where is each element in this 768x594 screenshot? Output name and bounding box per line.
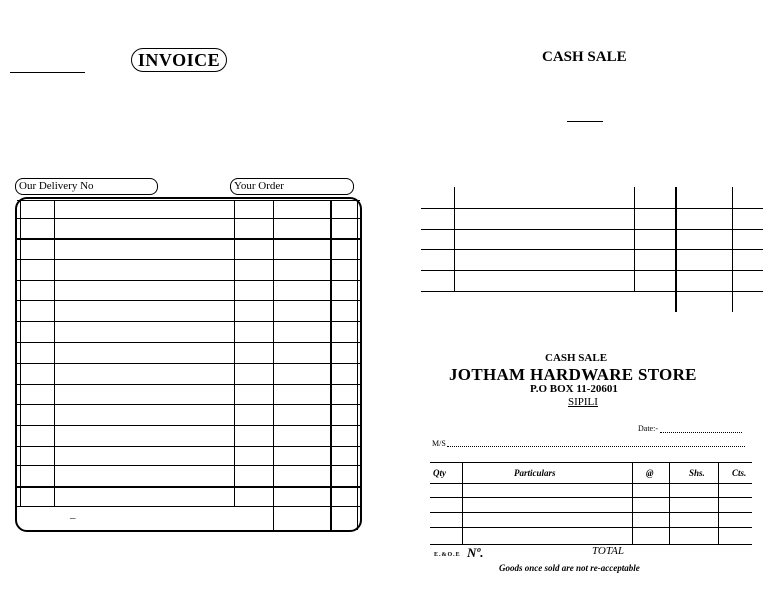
col-qty: Qty: [433, 468, 446, 478]
cash-sale-row-line: [421, 208, 763, 209]
invoice-row-line: [17, 342, 360, 343]
invoice-row-line: [17, 218, 360, 219]
cash-sale-number-line: [567, 121, 603, 122]
po-box: P.O BOX 11-20601: [530, 383, 618, 395]
receipt-col-line: [462, 462, 463, 544]
cash-sale-col-line: [675, 187, 677, 312]
date-label: Date:-: [638, 424, 658, 433]
invoice-row-line: [17, 280, 360, 281]
receipt-row-line: [430, 497, 752, 498]
invoice-col-line: [234, 200, 235, 506]
cash-sale-col-line: [634, 187, 635, 291]
order-label: Your Order: [234, 180, 284, 192]
cash-sale-col-line: [732, 187, 733, 312]
invoice-col-line: [273, 200, 274, 530]
cash-sale-row-line: [421, 270, 763, 271]
receipt-row-line: [430, 483, 752, 484]
cash-sale-row-line: [421, 249, 763, 250]
invoice-row-line: [17, 506, 360, 507]
invoice-row-line: [17, 300, 360, 301]
invoice-col-line: [330, 200, 332, 530]
receipt-row-line: [430, 462, 752, 463]
invoice-table: [15, 197, 362, 532]
receipt-small-title: CASH SALE: [545, 352, 608, 364]
receipt-col-line: [632, 462, 633, 544]
eoe-label: E.&O.E: [434, 552, 461, 558]
town: SIPILI: [568, 396, 598, 408]
col-shs: Shs.: [689, 468, 705, 478]
col-particulars: Particulars: [514, 468, 556, 478]
invoice-row-line: [17, 259, 360, 260]
invoice-row-line: [17, 321, 360, 322]
invoice-row-line: [17, 363, 360, 364]
col-at: @: [646, 468, 654, 478]
order-field: [230, 178, 354, 195]
store-name: JOTHAM HARDWARE STORE: [449, 365, 697, 384]
delivery-number-field: [15, 178, 158, 195]
receipt-row-line: [430, 512, 752, 513]
invoice-row-line: [17, 465, 360, 466]
number-label: Nº.: [467, 545, 484, 560]
invoice-col-line: [357, 200, 358, 530]
invoice-row-line: [17, 425, 360, 426]
invoice-row-line: [17, 200, 360, 201]
invoice-number-line: [10, 72, 85, 73]
cash-sale-title: CASH SALE: [542, 49, 627, 65]
receipt-row-line: [430, 527, 752, 528]
date-dotted-line: [660, 432, 742, 433]
invoice-row-line: [17, 446, 360, 447]
invoice-title: INVOICE: [131, 48, 227, 72]
total-label: TOTAL: [592, 545, 625, 557]
ms-label: M/S: [432, 439, 446, 448]
invoice-col-line: [20, 200, 21, 506]
invoice-row-line: [17, 238, 360, 240]
col-cts: Cts.: [732, 468, 747, 478]
ms-dotted-line: [447, 446, 745, 447]
cash-sale-col-line: [454, 187, 455, 291]
invoice-row-line: [17, 486, 360, 488]
cash-sale-row-line: [421, 229, 763, 230]
invoice-row-line: [17, 404, 360, 405]
delivery-number-label: Our Delivery No: [19, 180, 94, 192]
invoice-col-line: [54, 200, 55, 506]
invoice-row-line: [17, 384, 360, 385]
receipt-footer-note: Goods once sold are not re-acceptable: [499, 563, 640, 573]
receipt-col-line: [718, 462, 719, 544]
cash-sale-row-line: [421, 291, 763, 292]
receipt-col-line: [669, 462, 670, 544]
invoice-footer-mark: –: [70, 512, 76, 524]
